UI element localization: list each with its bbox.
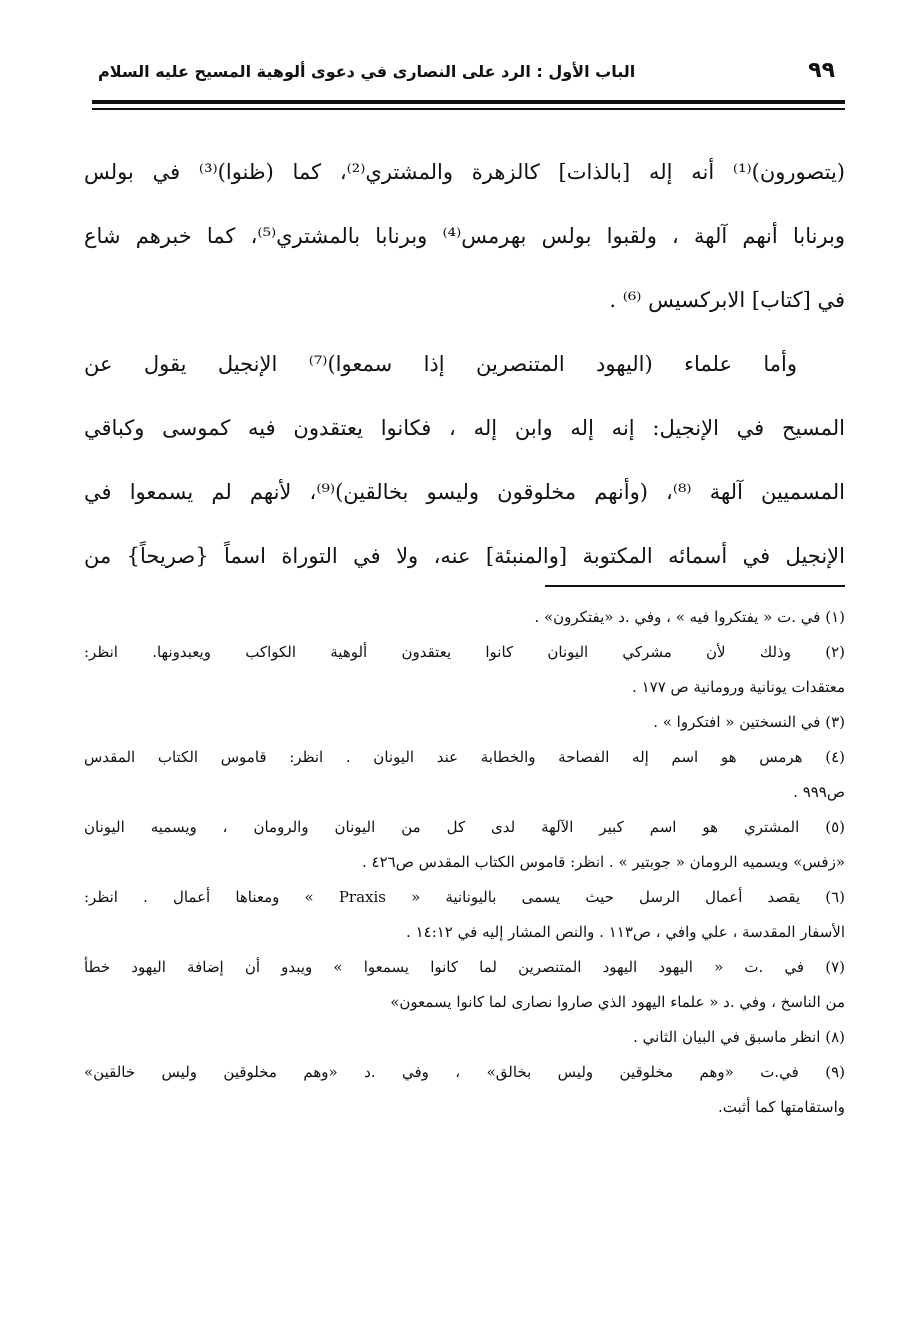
footnote-line: واستقامتها كما أثبت. <box>718 1098 845 1116</box>
footnote-line: (٢) وذلك لأن مشركي اليونان كانوا يعتقدون ألوهية الكواكب ويعبدونها. انظر: <box>84 643 845 661</box>
main-text-line: المسيح في الإنجيل: إنه إله وابن إله ، فكانوا يعتقدون فيه كموسى وكباقي <box>84 416 845 440</box>
footnote-line: (٦) يقصد أعمال الرسل حيث يسمى باليونانية « Praxis » ومعناها أعمال . انظر: <box>84 888 845 906</box>
header-rule-thin <box>92 108 845 110</box>
footnote-line: ص٩٩٩ . <box>793 783 845 801</box>
main-text <box>84 140 845 588</box>
main-text-line: (يتصورون)⁽¹⁾ أنه إله [بالذات] كالزهرة والمشتري⁽²⁾، كما (ظنوا)⁽³⁾ في بولس <box>84 160 845 184</box>
footnote-line: من الناسخ ، وفي .د « علماء اليهود الذي صاروا نصارى لما كانوا يسمعون» <box>390 993 845 1011</box>
footnote-separator <box>545 585 845 587</box>
page-header <box>92 52 845 100</box>
main-text-line: وأما علماء (اليهود المتنصرين إذا سمعوا)⁽⁷⁾ الإنجيل يقول عن <box>84 352 797 376</box>
footnote-line: (٨) انظر ماسبق في البيان الثاني . <box>633 1028 845 1046</box>
footnote-line: (٤) هرمس هو اسم إله الفصاحة والخطابة عند اليونان . انظر: قاموس الكتاب المقدس <box>84 748 845 766</box>
footnote-line: «زفس» ويسميه الرومان « جوبتير » . انظر: قاموس الكتاب المقدس ص٤٢٦ . <box>362 853 845 871</box>
footnote-line: معتقدات يونانية ورومانية ص ١٧٧ . <box>632 678 845 696</box>
footnote-line: (٧) في .ت « اليهود اليهود المتنصرين لما كانوا يسمعوا » ويبدو أن إضافة اليهود خطأ <box>84 958 845 976</box>
footnotes <box>84 600 845 1125</box>
running-title: الباب الأول : الرد على النصارى في دعوى ألوهية المسيح عليه السلام <box>98 62 636 81</box>
footnote-line: الأسفار المقدسة ، علي وافي ، ص١١٣ . والنص المشار إليه في ١٤:١٢ . <box>406 923 845 941</box>
main-text-line: المسميين آلهة ⁽⁸⁾، (وأنهم مخلوقون وليسو بخالقين)⁽⁹⁾، لأنهم لم يسمعوا في <box>84 480 845 504</box>
main-text-line: الإنجيل في أسمائه المكتوبة [والمنبئة] عنه، ولا في التوراة اسماً {صريحاً} من <box>84 544 845 568</box>
footnote-line: (٩) في.ت «وهم مخلوقين وليس بخالق» ، وفي .د «وهم مخلوقين وليس خالقين» <box>84 1063 845 1081</box>
main-text-line: في [كتاب] الابركسيس ⁽⁶⁾ . <box>609 288 845 312</box>
footnote-line: (٣) في النسختين « افتكروا » . <box>653 713 845 731</box>
header-rule-thick <box>92 100 845 104</box>
footnote-line: (٥) المشتري هو اسم كبير الآلهة لدى كل من اليونان والرومان ، ويسميه اليونان <box>84 818 845 836</box>
footnote-line: (١) في .ت « يفتكروا فيه » ، وفي .د «يفتكرون» . <box>534 608 845 626</box>
main-text-line: وبرنابا أنهم آلهة ، ولقبوا بولس بهرمس⁽⁴⁾ وبرنابا بالمشتري⁽⁵⁾، كما خبرهم شاع <box>84 224 846 248</box>
page-number: ٩٩ <box>808 58 835 83</box>
